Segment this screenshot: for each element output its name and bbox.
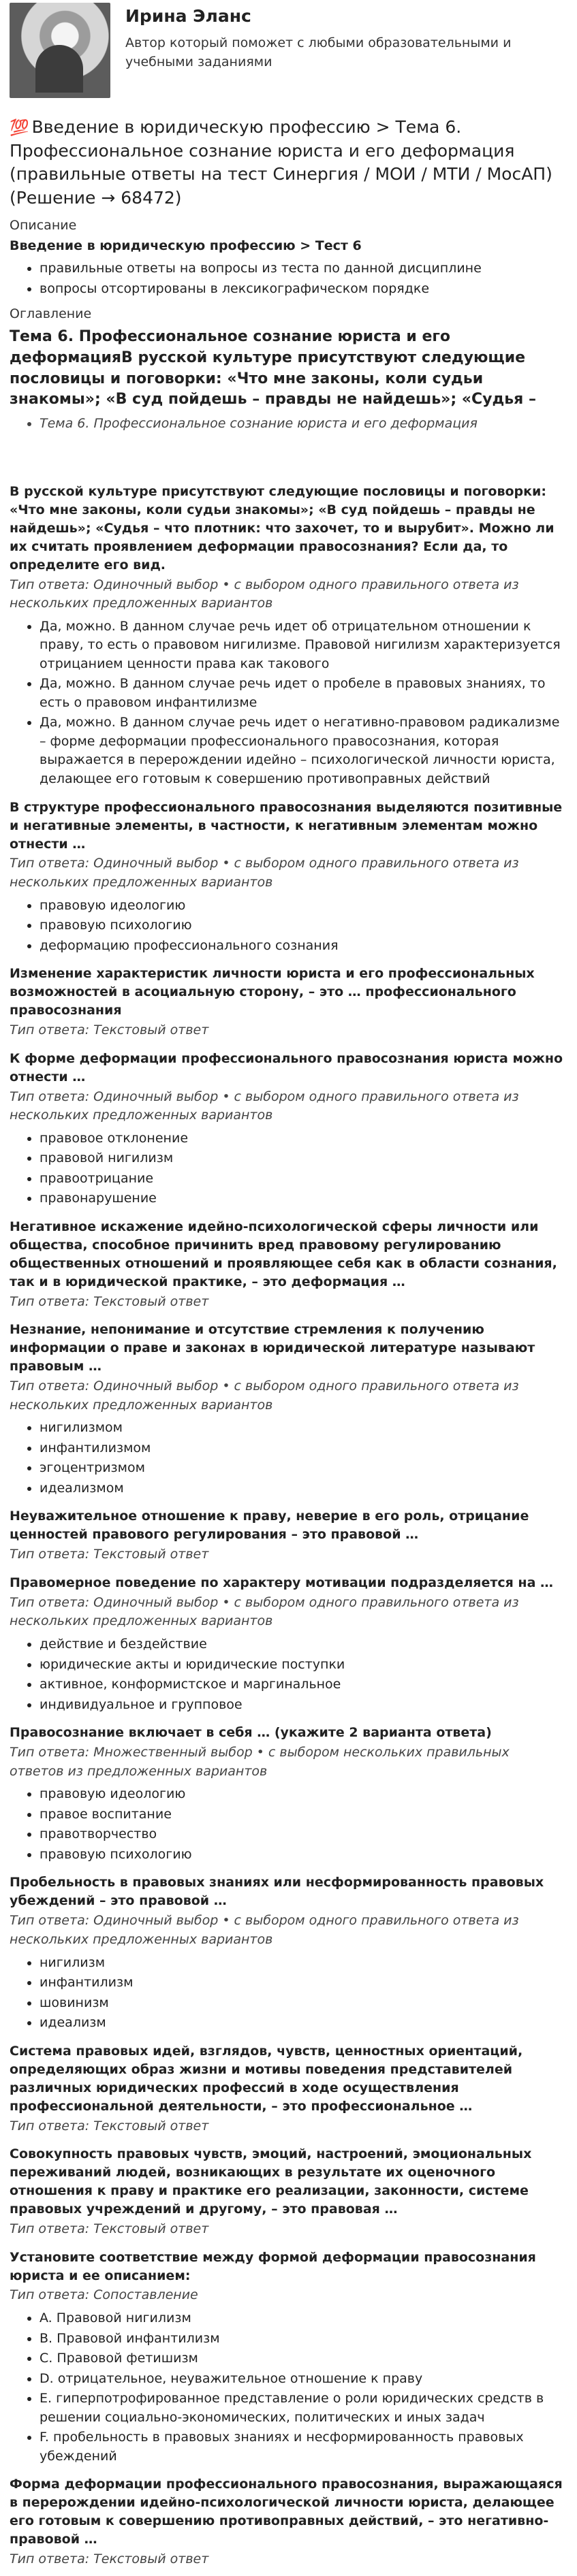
description-subtitle: Введение в юридическую профессию > Тест 6 — [10, 238, 362, 253]
toc-item[interactable]: • Тема 6. Профессиональное сознание юриста и его деформация — [40, 415, 567, 434]
question-block — [10, 2475, 567, 2569]
toc-title: Тема 6. Профессиональное сознание юриста и его деформацияВ русской культуре присутствуют следующие пословицы и поговорки: «Что мне законы, коли судьи знакомы»; «В суд пойдешь – правды не найдешь»; «Судья – — [10, 327, 536, 408]
section-spacer — [10, 440, 567, 473]
answer-option: • правовую идеологию — [40, 1785, 567, 1804]
answer-option: • E. гиперпотрофированное представление о роли юридических средств в решении социально-экономических, политических и иных задач — [40, 2389, 567, 2427]
answer-option: • правонарушение — [40, 1189, 567, 1208]
document-title-text: Введение в юридическую профессию > Тема 6. Профессиональное сознание юриста и его деформация (правильные ответы на тест Синергия / МОИ / МТИ / МосАП) (Решение → 68472) — [10, 117, 552, 208]
answer-options — [10, 2309, 567, 2466]
question-block — [10, 1507, 567, 1564]
answer-option: • активное, конформистское и маргинальное — [40, 1675, 567, 1694]
toc-section — [10, 305, 567, 433]
answer-option: • F. пробельность в правовых знаниях и несформированность правовых убеждений — [40, 2428, 567, 2466]
answer-type: Тип ответа: Одиночный выбор • с выбором одного правильного ответа из нескольких предложенных вариантов — [10, 856, 519, 890]
answer-type: Тип ответа: Множественный выбор • с выбором нескольких правильных ответов из предложенных вариантов — [10, 1745, 510, 1779]
question-block — [10, 2042, 567, 2136]
answer-type: Тип ответа: Текстовый ответ — [10, 1547, 209, 1562]
question-block — [10, 483, 567, 789]
author-name[interactable]: Ирина Эланс — [125, 6, 251, 26]
answer-option: • идеализм — [40, 2014, 567, 2033]
answer-option: • правовую психологию — [40, 916, 567, 935]
answer-option: • идеализмом — [40, 1479, 567, 1498]
answer-option: • правовую психологию — [40, 1846, 567, 1865]
question-block — [10, 2249, 567, 2466]
question-block — [10, 2145, 567, 2238]
answer-option: • Да, можно. В данном случае речь идет об отрицательном отношении к праву, то есть о правовом нигилизме. Правовой нигилизм характеризуется отрицанием ценности права как такового — [40, 617, 567, 674]
question-text: Совокупность правовых чувств, эмоций, настроений, эмоциональных переживаний людей, возникающих в результате их оценочного отношения к праву и практике его реализации, законности, системе правовых учреждений и другому, – это правовая … — [10, 2146, 532, 2217]
description-item: • правильные ответы на вопросы из теста по данной дисциплине — [40, 259, 567, 278]
author-info — [125, 3, 548, 71]
question-text: В структуре профессионального правосознания выделяются позитивные и негативные элементы, в частности, к негативным элементам можно отнести … — [10, 799, 563, 852]
description-section — [10, 216, 567, 298]
answer-type: Тип ответа: Текстовый ответ — [10, 1293, 209, 1309]
question-block — [10, 1321, 567, 1498]
answer-type: Тип ответа: Одиночный выбор • с выбором одного правильного ответа из нескольких предложенных вариантов — [10, 1594, 519, 1629]
document-title — [10, 116, 567, 210]
answer-option: • индивидуальное и групповое — [40, 1696, 567, 1715]
answer-type: Тип ответа: Текстовый ответ — [10, 1023, 209, 1038]
toc-heading: Оглавление — [10, 306, 92, 322]
question-text: Правосознание включает в себя … (укажите 2 варианта ответа) — [10, 1725, 492, 1741]
question-text: Неуважительное отношение к праву, неверие в его роль, отрицание ценностей правового регулирования – это правовой … — [10, 1509, 529, 1543]
answer-type: Тип ответа: Одиночный выбор • с выбором одного правильного ответа из нескольких предложенных вариантов — [10, 1913, 519, 1947]
answer-option: • правовую идеологию — [40, 897, 567, 916]
answer-options — [10, 1129, 567, 1208]
description-heading: Описание — [10, 218, 77, 234]
answer-options — [10, 897, 567, 956]
answer-option: • шовинизм — [40, 1994, 567, 2013]
hundred-points-icon: 💯 — [10, 119, 29, 137]
question-text: Изменение характеристик личности юриста и его профессиональных возможностей в асоциальную сторону, – это … профессионального правосознания — [10, 966, 535, 1018]
answer-options — [10, 1954, 567, 2033]
description-list — [10, 259, 567, 298]
question-text: Установите соответствие между формой деформации правосознания юриста и ее описанием: — [10, 2249, 536, 2283]
author-card — [10, 0, 567, 98]
answer-option: • действие и бездействие — [40, 1635, 567, 1654]
toc-list — [10, 415, 567, 434]
answer-option: • правовое отклонение — [40, 1129, 567, 1148]
answer-type: Тип ответа: Текстовый ответ — [10, 2221, 209, 2236]
answer-type: Тип ответа: Одиночный выбор • с выбором одного правильного ответа из нескольких предложенных вариантов — [10, 1089, 519, 1123]
answer-type: Тип ответа: Одиночный выбор • с выбором одного правильного ответа из нескольких предложенных вариантов — [10, 577, 519, 611]
question-text: Форма деформации профессионального правосознания, выражающаяся в перерождении идейно-психологической личности юриста, делающее его готовым к совершению противоправных действий, – это негативно-правовой … — [10, 2477, 563, 2547]
question-text: Система правовых идей, взглядов, чувств, ценностных ориентаций, определяющих образ жизни и мотивы поведения представителей различных юридических профессий в ходе осуществления профессиональной деятельности, – это профессиональное … — [10, 2043, 523, 2114]
answer-type: Тип ответа: Текстовый ответ — [10, 2551, 209, 2567]
answer-option: • нигилизмом — [40, 1419, 567, 1438]
question-block — [10, 1724, 567, 1864]
question-text: Пробельность в правовых знаниях или несформированность правовых убеждений – это правовой … — [10, 1875, 544, 1909]
answer-options — [10, 1419, 567, 1498]
answer-option: • правоотрицание — [40, 1170, 567, 1189]
answer-option: • правотворчество — [40, 1825, 567, 1844]
answer-option: • C. Правовой фетишизм — [40, 2349, 567, 2368]
answer-options — [10, 617, 567, 789]
author-avatar[interactable] — [10, 3, 110, 98]
author-description: Автор который поможет с любыми образовательными и учебными заданиями — [125, 35, 512, 69]
answer-option: • нигилизм — [40, 1954, 567, 1973]
answer-type: Тип ответа: Текстовый ответ — [10, 2118, 209, 2134]
question-block — [10, 1873, 567, 2032]
answer-option: • правое воспитание — [40, 1805, 567, 1824]
answer-option: • инфантилизмом — [40, 1439, 567, 1458]
questions-list — [10, 483, 567, 2569]
answer-option: • юридические акты и юридические поступки — [40, 1656, 567, 1675]
question-text: Правомерное поведение по характеру мотивации подразделяется на … — [10, 1575, 553, 1590]
answer-option: • B. Правовой инфантилизм — [40, 2330, 567, 2349]
answer-option: • Да, можно. В данном случае речь идет о пробеле в правовых знаниях, то есть о правовом инфантилизме — [40, 675, 567, 712]
answer-option: • правовой нигилизм — [40, 1149, 567, 1168]
answer-options — [10, 1635, 567, 1714]
answer-option: • D. отрицательное, неуважительное отношение к праву — [40, 2370, 567, 2389]
question-block — [10, 1218, 567, 1311]
answer-option: • инфантилизм — [40, 1974, 567, 1993]
question-text: В русской культуре присутствуют следующие пословицы и поговорки: «Что мне законы, коли судьи знакомы»; «В суд пойдешь – правды не найдешь»; «Судья – что плотник: что захочет, то и вырубит». Можно ли их считать проявлением деформации правосознания? Если да, то определите его вид. — [10, 483, 555, 573]
answer-option: • A. Правовой нигилизм — [40, 2309, 567, 2328]
question-block — [10, 965, 567, 1040]
question-text: Негативное искажение идейно-психологической сферы личности или общества, способное причинить вред правовому регулированию общественных отношений и проявляющее себя как в области сознания, так и в юридической практике, – это деформация … — [10, 1219, 557, 1289]
answer-option: • Да, можно. В данном случае речь идет о негативно-правовом радикализме – форме деформации профессионального правосознания, которая выражается в перерождении идейно – психологической личности юриста, делающее его готовым к совершению противоправных действий — [40, 713, 567, 788]
question-text: Незнание, непонимание и отсутствие стремления к получению информации о праве и законах в юридической литературе называют правовым … — [10, 1322, 535, 1374]
question-block — [10, 1050, 567, 1208]
answer-option: • эгоцентризмом — [40, 1459, 567, 1478]
answer-option: • деформацию профессионального сознания — [40, 937, 567, 956]
answer-options — [10, 1785, 567, 1864]
question-text: К форме деформации профессионального правосознания юриста можно отнести … — [10, 1050, 563, 1084]
answer-type: Тип ответа: Одиночный выбор • с выбором одного правильного ответа из нескольких предложенных вариантов — [10, 1379, 519, 1413]
answer-type: Тип ответа: Сопоставление — [10, 2287, 198, 2303]
question-block — [10, 799, 567, 956]
question-block — [10, 1574, 567, 1714]
description-item: • вопросы отсортированы в лексикографическом порядке — [40, 280, 567, 299]
